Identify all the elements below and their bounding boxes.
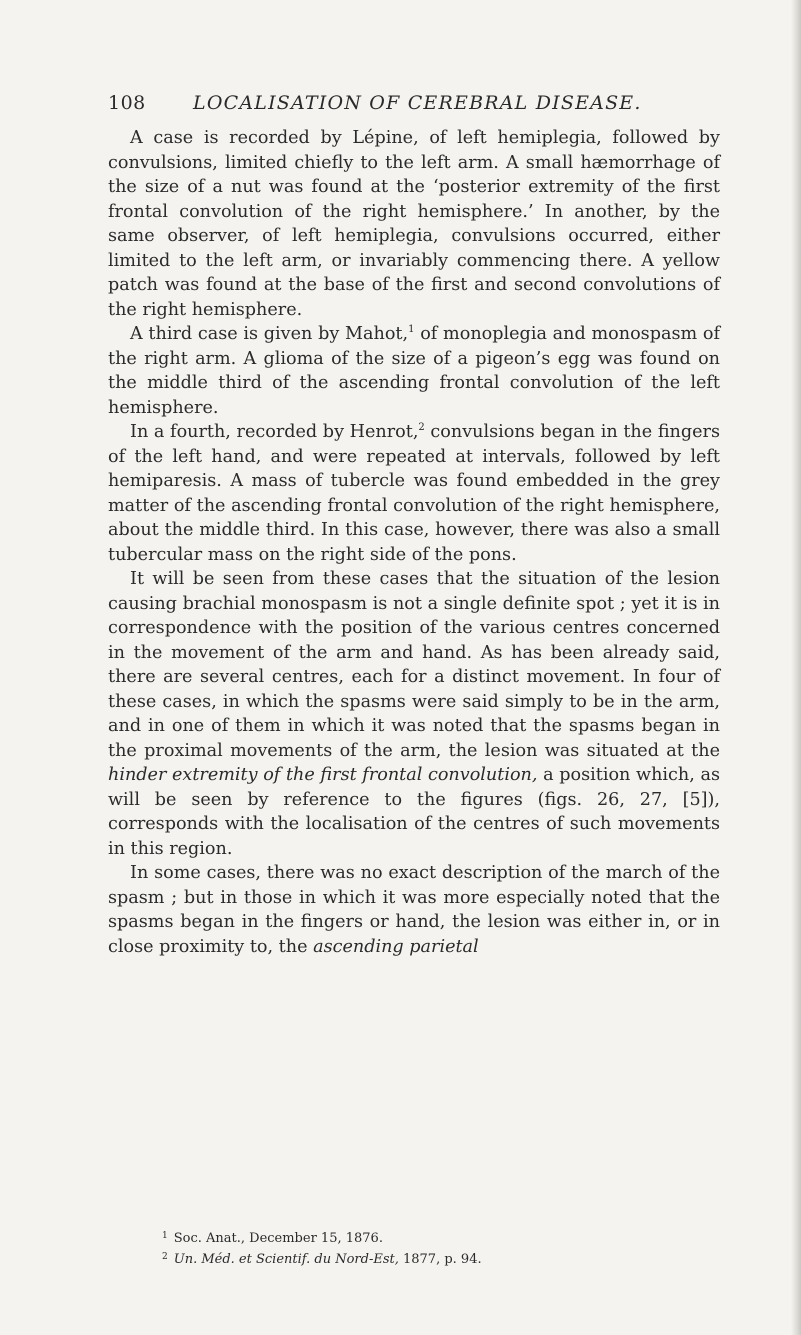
- paragraph-5: [108, 861, 720, 959]
- paragraph-text: A third case is given by Mahot,: [130, 324, 409, 344]
- paragraph-text: In a fourth, recorded by Henrot,: [130, 422, 419, 442]
- paragraph-text: a position which, as will be seen by reference to the figures (figs. 26, 27, [5]), corresponds with the localisation of the centres of such movements in this region.: [108, 765, 720, 859]
- italic-phrase: hinder extremity of the first frontal convolution,: [108, 765, 538, 785]
- paragraph-1: [108, 126, 720, 322]
- paragraph-text: A case is recorded by Lépine, of left hemiplegia, followed by convulsions, limited chiefly to the left arm. A small hæmorrhage of the size of a nut was found at the ‘posterior extremity of the first frontal convolution of the right hemisphere.’ In another, by the same observer, of left hemiplegia, convulsions occurred, either limited to the left arm, or invariably commencing there. A yellow patch was found at the base of the first and second convolutions of the right hemisphere.: [108, 128, 720, 320]
- paragraph-4: [108, 567, 720, 861]
- footnote-1: [162, 1227, 722, 1248]
- footnote-ref-1[interactable]: 1: [408, 324, 415, 336]
- footnote-mark: 2: [162, 1252, 168, 1262]
- footnotes: [162, 1227, 722, 1269]
- footnote-text: Soc. Anat., December 15, 1876.: [173, 1231, 383, 1246]
- paragraph-3: [108, 420, 720, 567]
- page-header: [108, 86, 720, 120]
- paragraph-text: of monoplegia and monospasm of the right arm. A glioma of the size of a pigeon’s egg was found on the middle third of the ascending frontal convolution of the left hemisphere.: [108, 324, 721, 418]
- footnote-ref-2[interactable]: 2: [418, 422, 425, 434]
- running-head: LOCALISATION OF CEREBRAL DISEASE.: [193, 92, 642, 114]
- footnote-2: [162, 1248, 722, 1269]
- paragraph-text: It will be seen from these cases that the situation of the lesion causing brachial monospasm is not a single definite spot ; yet it is in correspondence with the position of the various centres concerned in the movement of the arm and hand. As has been already said, there are several centres, each for a distinct movement. In four of these cases, in which the spasms were said simply to be in the arm, and in one of them in which it was noted that the spasms began in the proximal movements of the arm, the lesion was situated at the: [108, 569, 720, 761]
- footnote-journal-title: Un. Méd. et Scientif. du Nord-Est,: [173, 1252, 399, 1267]
- paragraph-text: convulsions began in the fingers of the left hand, and were repeated at intervals, followed by left hemiparesis. A mass of tubercle was found embedded in the grey matter of the ascending frontal convolution of the right hemisphere, about the middle third. In this case, however, there was also a small tubercular mass on the right side of the pons.: [108, 422, 720, 565]
- page-edge-shadow: [791, 0, 801, 1335]
- paragraph-text: In some cases, there was no exact description of the march of the spasm ; but in those in which it was more especially noted that the spasms began in the fingers or hand, the lesion was either in, or in close proximity to, the: [108, 863, 720, 957]
- page-number: 108: [108, 92, 146, 114]
- footnote-text: 1877, p. 94.: [398, 1252, 482, 1267]
- footnote-mark: 1: [162, 1231, 168, 1241]
- italic-phrase: ascending parietal: [313, 936, 479, 957]
- body-text: [108, 126, 720, 959]
- paragraph-2: [108, 322, 720, 420]
